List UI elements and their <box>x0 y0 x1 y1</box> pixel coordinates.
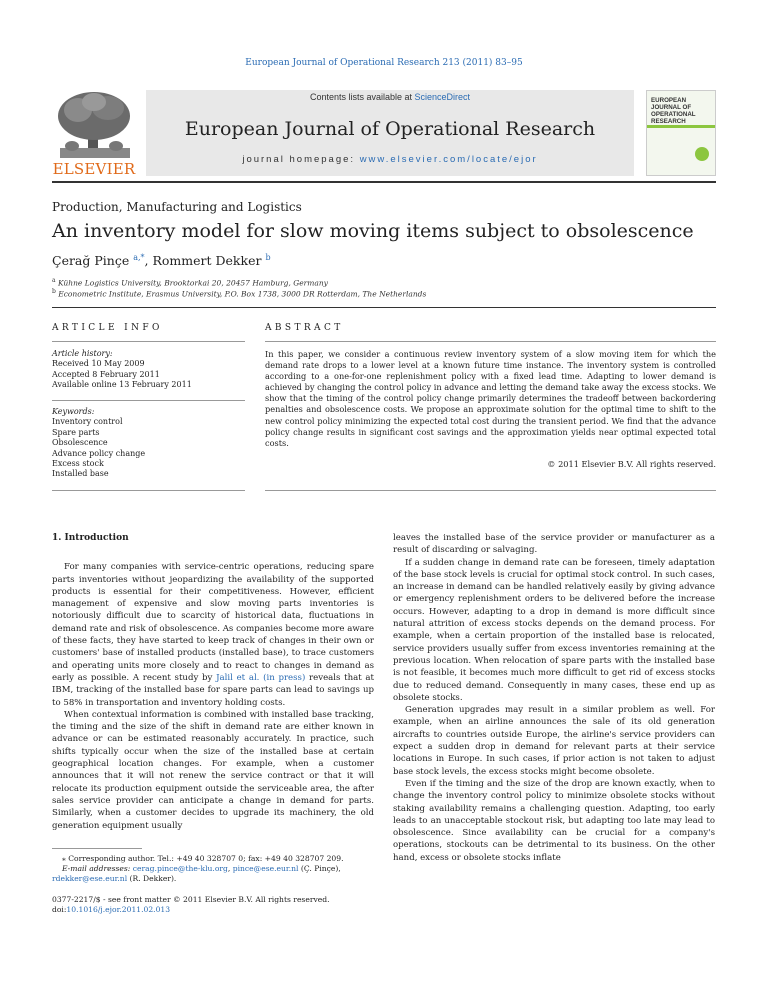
email-link[interactable]: rdekker@ese.eur.nl <box>52 874 128 883</box>
divider <box>265 490 716 491</box>
history-item: Available online 13 February 2011 <box>52 380 192 390</box>
elsevier-wordmark: ELSEVIER <box>52 160 136 178</box>
doi-link[interactable]: 10.1016/j.ejor.2011.02.013 <box>66 905 171 914</box>
history-item: Accepted 8 February 2011 <box>52 369 160 379</box>
affiliation: $^a$ Kühne Logistics University, Brooktorkai 20, 20457 Hamburg, Germany <box>52 277 328 288</box>
affiliation: $^b$ Econometric Institute, Erasmus University, P.O. Box 1738, 3000 DR Rotterdam, The Netherlands <box>52 288 427 299</box>
running-head[interactable]: European Journal of Operational Research 213 (2011) 83–95 <box>245 58 523 68</box>
article-info-heading: ARTICLE INFO <box>52 323 163 333</box>
journal-homepage <box>146 154 634 165</box>
author-list: Çerağ Pinçe $^{a,*}$, Rommert Dekker $^b$ <box>52 253 271 269</box>
issn-line: 0377-2217/$ - see front matter © 2011 Elsevier B.V. All rights reserved. <box>52 895 330 904</box>
left-column <box>52 532 374 832</box>
journal-cover-thumbnail[interactable] <box>646 90 716 176</box>
body-paragraph: If a sudden change in demand rate can be foreseen, timely adaptation of the base stock levels is crucial for optimal stock control. In such cases, an increase in demand can be handled relatively easily by giving advance or emergency replenishment orders to be delivered before the increase occurs. However, adapting to a drop in demand is more difficult since natural attrition of excess stocks depends on the demand process. For example, when a certain proportion of the installed base is relocated, service providers usually suffer from excess inventories remaining at the previous location. When relocation of spare parts with the installed base is not feasible, it becomes much more difficult to get rid of excess stocks due to reduced demand. Consequently in many cases, these end up as obsolete stocks. <box>393 557 715 703</box>
divider <box>52 400 245 401</box>
divider <box>52 341 245 342</box>
body-paragraph: leaves the installed base of the service provider or manufacturer as a result of discarding or salvaging. <box>393 533 715 556</box>
keyword: Inventory control <box>52 417 123 427</box>
homepage-link[interactable]: www.elsevier.com/locate/ejor <box>359 154 538 165</box>
cover-stripe <box>647 125 716 128</box>
body-paragraph: Generation upgrades may result in a similar problem as well. For example, when an airline announces the sale of its old generation aircrafts to countries outside Europe, the airline's service providers can expect a sudden drop in demand for relevant parts at their service locations in Europe. In such cases, if prior action is not taken to adjust base stock levels, the excess stocks might become obsolete. <box>393 705 715 777</box>
history-item: Received 10 May 2009 <box>52 359 145 369</box>
author-name[interactable]: Rommert Dekker <box>152 253 262 269</box>
body-text: For many companies with service-centric operations, reducing spare parts inventories without jeopardizing the availability of the supported products is essential for their competitiveness. However, efficient management of expensive and slow moving parts inventories is notoriously difficult due to scarcity of historical data, fluctuations in demand rate and risk of obsolescence. As companies become more aware of these facts, they have started to keep track of changes in their own or customers' base of installed products (installed base), to trace customers and operating units more closely and to react to changes in demand as early as possible. A recent study by <box>52 562 374 683</box>
author-affiliation-marker[interactable]: a,* <box>133 253 145 262</box>
body-paragraph: Even if the timing and the size of the drop are known exactly, when to change the inventory control policy to minimize obsolete stocks without staking availability remains a challenging question. Adapting, too early leads to an unacceptable stockout risk, but adapting too late may lead to obsolescence. Since availability can be crucial for a company's operations, stockouts can be detrimental to its business. On the other hand, excess or obsolete stocks inflate <box>393 778 715 863</box>
journal-title: European Journal of Operational Research <box>184 118 596 140</box>
cover-emblem-icon <box>695 147 709 161</box>
divider <box>52 307 716 308</box>
keywords <box>52 407 245 480</box>
header-rule <box>52 181 716 183</box>
contents-line <box>146 92 634 102</box>
cover-title: EUROPEAN JOURNAL OF OPERATIONAL RESEARCH <box>651 97 696 125</box>
article-title: An inventory model for slow moving items subject to obsolescence <box>52 220 694 242</box>
body-paragraph: When contextual information is combined with installed base tracking, the timing and the size of the shift in demand rate are either known in advance or can be estimated reasonably accurately. In practice, such shifts typically occur when the size of the installed base at certain geographical location changes. For example, when a customer announces that it will not renew the service contract or that it will relocate its production equipment outside the serviceable area, the after sales service provider can anticipate a change in demand for parts. Similarly, when a customer decides to upgrade its machinery, the old generation equipment usually <box>52 709 374 831</box>
keyword: Spare parts <box>52 427 100 437</box>
body-text: reveals that at IBM, tracking of the installed base for spare parts can lead to savings up to 58% in transportation and inventory holding costs. <box>52 672 374 708</box>
divider <box>265 341 716 342</box>
divider <box>52 490 245 491</box>
email-link[interactable]: cerag.pince@the-klu.org <box>132 864 228 873</box>
footnote: ⁎ Corresponding author. Tel.: +49 40 328707 0; fax: +49 40 328707 209. E-mail addresses: cerag.pince@the-klu.org, pince@ese.eur.nl (Ç. Pinçe), rdekker@ese.eur.nl (R. Dekker). <box>52 854 344 883</box>
author-name[interactable]: Çerağ Pinçe <box>52 253 130 269</box>
article-history <box>52 349 245 391</box>
keywords-label: Keywords: <box>52 407 95 416</box>
homepage-prefix: journal homepage: <box>242 154 360 165</box>
author-affiliation-marker[interactable]: b <box>265 253 271 262</box>
history-label: Article history: <box>52 349 113 358</box>
keyword: Excess stock <box>52 459 104 469</box>
copyright: © 2011 Elsevier B.V. All rights reserved. <box>547 459 716 469</box>
abstract-text: In this paper, we consider a continuous review inventory system of a slow moving item for which the demand rate drops to a lower level at a known future time instance. The inventory system is controlled according to a one-for-one replenishment policy with a fixed lead time. Adapting to lower demand is achieved by changing the control policy in advance and letting the demand take away the excess stocks. We show that the timing of the control policy change primarily determines the tradeoff between backordering penalties and obsolescence costs. We propose an approximate solution for the optimal time to shift to the new control policy minimizing the expected total cost during the transient period. We find that the advance policy change results in significant cost savings and the approximation yields near optimal expected total costs. <box>265 349 716 448</box>
sciencedirect-link[interactable]: ScienceDirect <box>414 92 471 102</box>
keyword: Installed base <box>52 469 109 479</box>
tree-icon <box>52 90 136 160</box>
keyword: Obsolescence <box>52 438 108 448</box>
section-heading: 1. Introduction <box>52 533 129 543</box>
front-matter-info: 0377-2217/$ - see front matter © 2011 Elsevier B.V. All rights reserved. doi:10.1016/j.ejor.2011.02.013 <box>52 895 374 915</box>
keyword: Advance policy change <box>52 448 146 458</box>
abstract-heading: ABSTRACT <box>265 323 344 333</box>
right-column <box>393 532 715 864</box>
footnote-rule <box>52 848 142 849</box>
section-label: Production, Manufacturing and Logistics <box>52 200 302 214</box>
citation-link[interactable]: Jalil et al. (in press) <box>216 672 306 683</box>
email-link[interactable]: pince@ese.eur.nl <box>232 864 299 873</box>
contents-prefix: Contents lists available at <box>309 92 415 102</box>
